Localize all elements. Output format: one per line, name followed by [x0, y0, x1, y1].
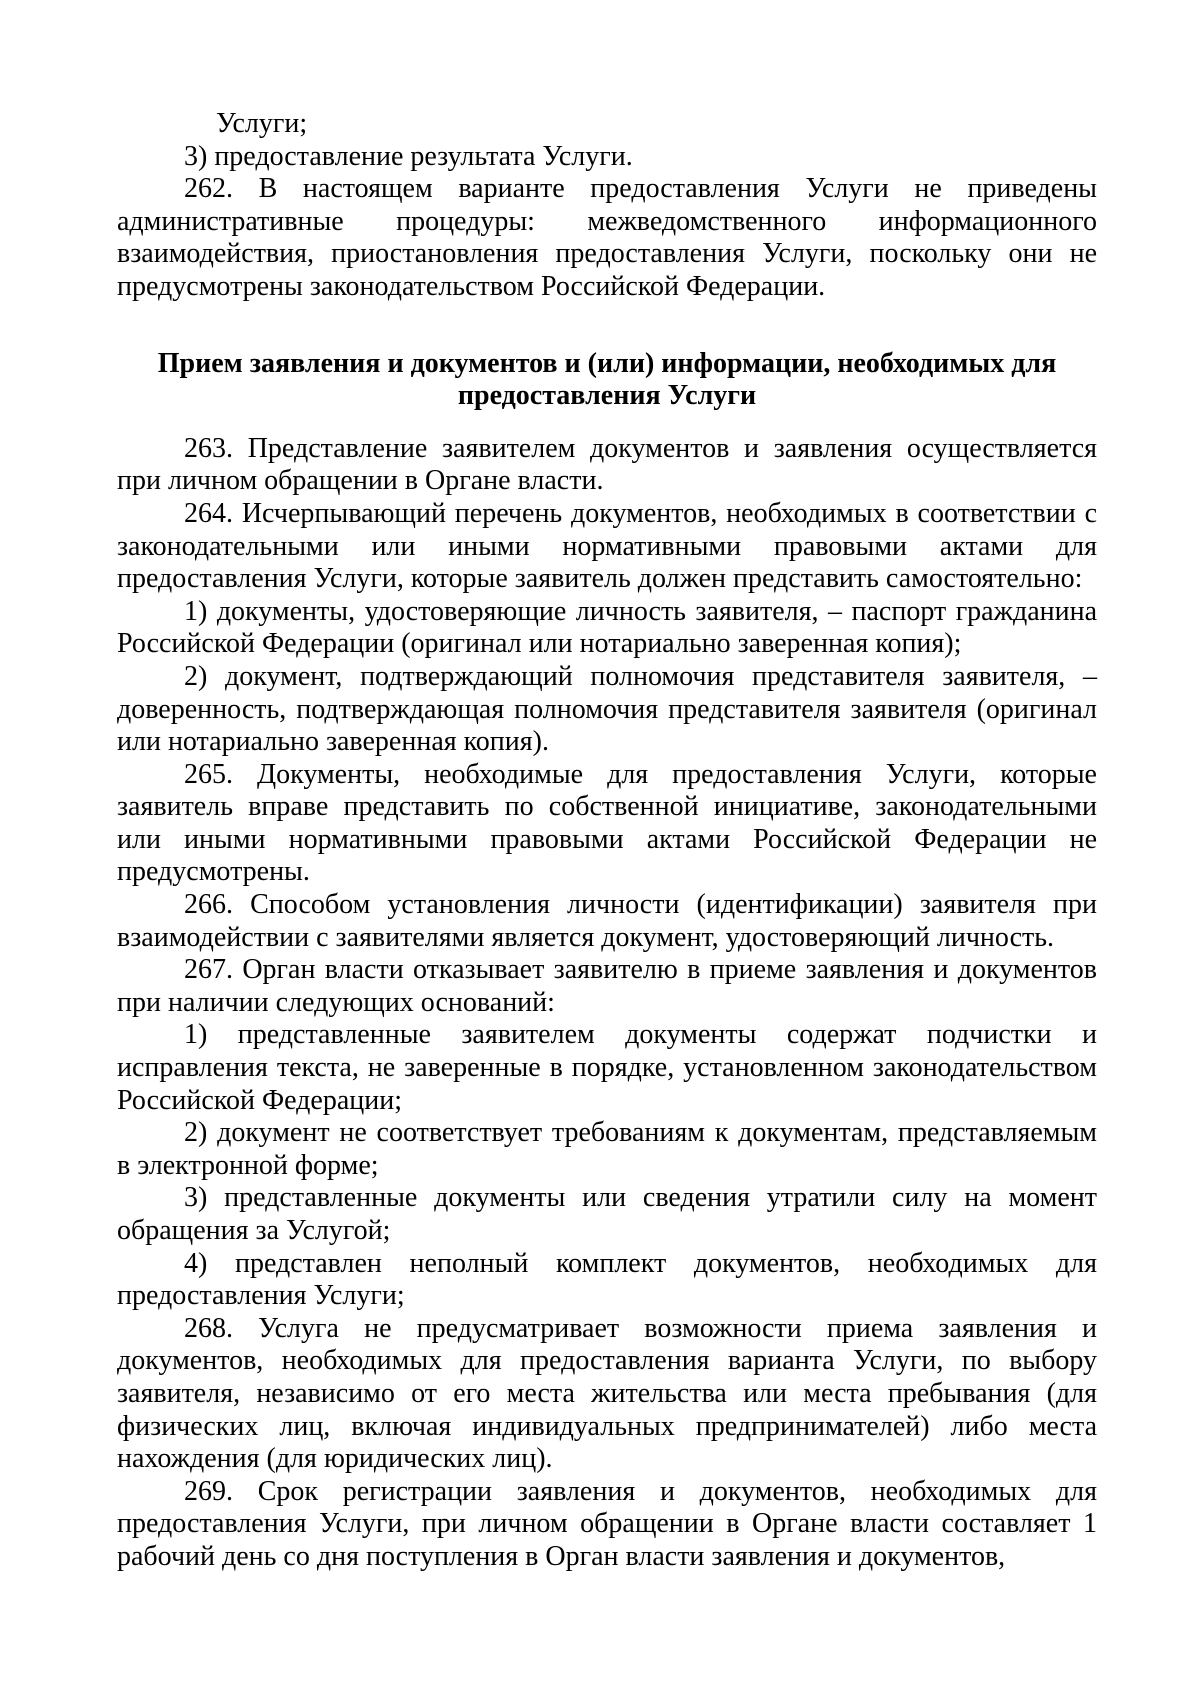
- paragraph-267: 267. Орган власти отказывает заявителю в приеме заявления и документов при наличии следующих оснований:: [117, 954, 1097, 1018]
- paragraph-continuation: Услуги;: [216, 108, 308, 139]
- paragraph-265: 265. Документы, необходимые для предоставления Услуги, которые заявитель вправе представить по собственной инициативе, законодательными или иными нормативными правовыми актами Российской Федерации не предусмотрены.: [117, 758, 1097, 888]
- paragraph-262: 262. В настоящем варианте предоставления Услуги не приведены административные процедуры: межведомственного информационного взаимодействия, приостановления предоставления Услуги, поскольку они не предусмотрены законодательством Российской Федерации.: [117, 173, 1097, 302]
- paragraph-267-item-2: 2) документ не соответствует требованиям к документам, представляемым в электронной форме;: [117, 1117, 1097, 1181]
- paragraph-269: 269. Срок регистрации заявления и документов, необходимых для предоставления Услуги, при личном обращении в Органе власти составляет 1 рабочий день со дня поступления в Орган власти заявления и документов,: [117, 1475, 1097, 1572]
- section-heading: Прием заявления и документов и (или) информации, необходимых для предоставления Услуги: [157, 347, 1057, 412]
- paragraph-267-item-3: 3) представленные документы или сведения утратили силу на момент обращения за Услугой;: [117, 1182, 1097, 1246]
- paragraph-264-item-1: 1) документы, удостоверяющие личность заявителя, – паспорт гражданина Российской Федерации (оригинал или нотариально заверенная копия);: [117, 595, 1097, 660]
- list-item-3: 3) предоставление результата Услуги.: [184, 140, 633, 172]
- paragraph-266: 266. Способом установления личности (идентификации) заявителя при взаимодействии с заявителями является документ, удостоверяющий личность.: [117, 889, 1097, 953]
- paragraph-268: 268. Услуга не предусматривает возможности приема заявления и документов, необходимых для предоставления варианта Услуги, по выбору заявителя, независимо от его места жительства или места пребывания (для физических лиц, включая индивидуальных предпринимателей) либо места нахождения (для юридических лиц).: [117, 1312, 1097, 1475]
- paragraph-267-item-4: 4) представлен неполный комплект документов, необходимых для предоставления Услуги;: [117, 1247, 1097, 1312]
- paragraph-263: 263. Представление заявителем документов и заявления осуществляется при личном обращении в Органе власти.: [117, 432, 1097, 497]
- paragraph-264-item-2: 2) документ, подтверждающий полномочия представителя заявителя, – доверенность, подтверждающая полномочия представителя заявителя (оригинал или нотариально заверенная копия).: [117, 660, 1097, 758]
- paragraph-267-item-1: 1) представленные заявителем документы содержат подчистки и исправления текста, не заверенные в порядке, установленном законодательством Российской Федерации;: [117, 1019, 1097, 1116]
- paragraph-264: 264. Исчерпывающий перечень документов, необходимых в соответствии с законодательными или иными нормативными правовыми актами для предоставления Услуги, которые заявитель должен представить самостоятельно:: [117, 497, 1097, 595]
- document-page: [117, 108, 1097, 1574]
